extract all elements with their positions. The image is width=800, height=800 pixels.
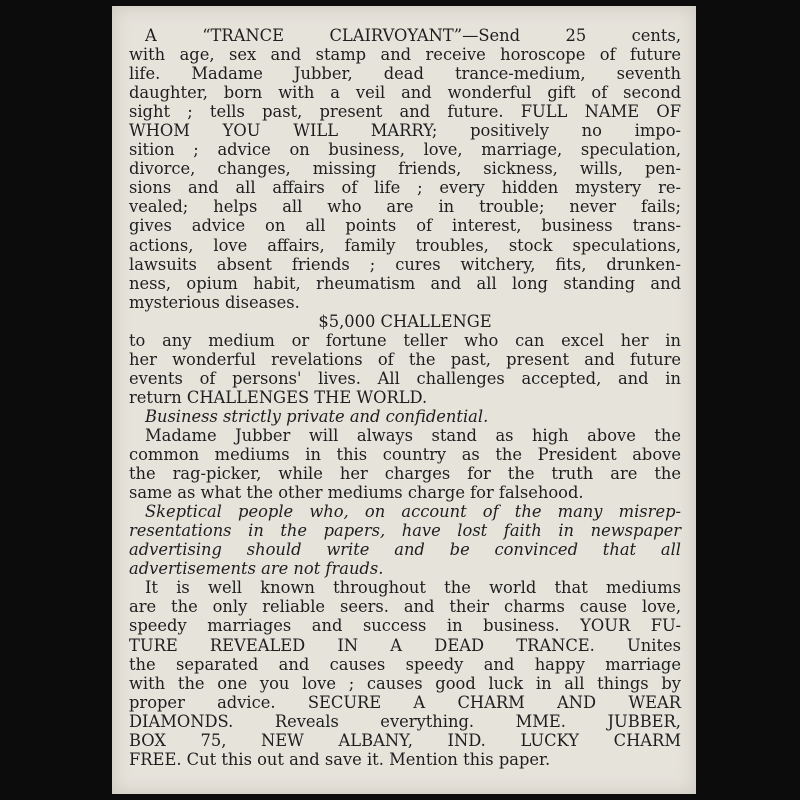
challenge-heading: $5,000 CHALLENGE	[318, 311, 492, 331]
ad-line: BOX 75, NEW ALBANY, IND. LUCKY CHARM	[129, 730, 681, 750]
ad-line: mysterious diseases.	[129, 292, 300, 312]
ad-line: WHOM YOU WILL MARRY; positively no impo-	[129, 121, 681, 141]
ad-line: resentations in the papers, have lost faith in newspaper	[129, 521, 681, 541]
intro-paragraph	[129, 26, 681, 312]
ad-line: gives advice on all points of interest, business trans-	[129, 216, 681, 236]
closing-paragraph	[129, 578, 681, 768]
ad-line: A “TRANCE CLAIRVOYANT”—Send 25 cents,	[145, 26, 681, 45]
ad-line: advertisements are not frauds.	[129, 559, 384, 579]
ad-line: sions and all affairs of life ; every hidden mystery re-	[129, 178, 681, 198]
ad-line: FREE. Cut this out and save it. Mention this paper.	[129, 749, 551, 769]
ad-line: with age, sex and stamp and receive horoscope of future	[129, 45, 681, 65]
ad-line: daughter, born with a veil and wonderful gift of second	[129, 83, 681, 103]
ad-line: TURE REVEALED IN A DEAD TRANCE. Unites	[129, 635, 681, 655]
challenge-paragraph	[129, 331, 681, 407]
ad-line: sight ; tells past, present and future. FULL NAME OF	[129, 102, 681, 122]
ad-line: sition ; advice on business, love, marriage, speculation,	[129, 140, 681, 160]
ad-line: divorce, changes, missing friends, sickness, wills, pen-	[129, 159, 681, 179]
ad-line: ness, opium habit, rheumatism and all long standing and	[129, 273, 681, 293]
ad-line: to any medium or fortune teller who can excel her in	[129, 330, 681, 350]
ad-line: events of persons' lives. All challenges accepted, and in	[129, 368, 681, 388]
skeptical-paragraph	[129, 502, 681, 578]
advertisement-text	[129, 26, 681, 769]
ad-line: return CHALLENGES THE WORLD.	[129, 387, 428, 407]
ad-line: Skeptical people who, on account of the many misrep-	[145, 502, 681, 522]
ad-line: advertising should write and be convinced that all	[129, 540, 681, 560]
ad-line: common mediums in this country as the President above	[129, 445, 681, 465]
comparison-paragraph	[129, 426, 681, 502]
ad-line: actions, love affairs, family troubles, stock speculations,	[129, 235, 681, 255]
ad-line: with the one you love ; causes good luck in all things by	[129, 673, 681, 693]
private-note: Business strictly private and confidential.	[145, 406, 489, 426]
ad-line: vealed; helps all who are in trouble; never fails;	[129, 197, 681, 217]
ad-line: the rag-picker, while her charges for the truth are the	[129, 464, 681, 484]
ad-line: DIAMONDS. Reveals everything. MME. JUBBER,	[129, 711, 681, 731]
ad-line: same as what the other mediums charge for falsehood.	[129, 483, 584, 503]
ad-line: the separated and causes speedy and happy marriage	[129, 654, 681, 674]
ad-line: life. Madame Jubber, dead trance-medium, seventh	[129, 64, 681, 84]
ad-line: Madame Jubber will always stand as high above the	[145, 425, 681, 445]
ad-line: speedy marriages and success in business. YOUR FU-	[129, 616, 681, 636]
ad-line: her wonderful revelations of the past, present and future	[129, 349, 681, 369]
ad-line: It is well known throughout the world that mediums	[145, 578, 681, 598]
ad-line: proper advice. SECURE A CHARM AND WEAR	[129, 692, 681, 712]
ad-line: are the only reliable seers. and their charms cause love,	[129, 597, 681, 617]
newspaper-clipping	[112, 6, 696, 794]
ad-line: lawsuits absent friends ; cures witchery, fits, drunken-	[129, 254, 681, 274]
